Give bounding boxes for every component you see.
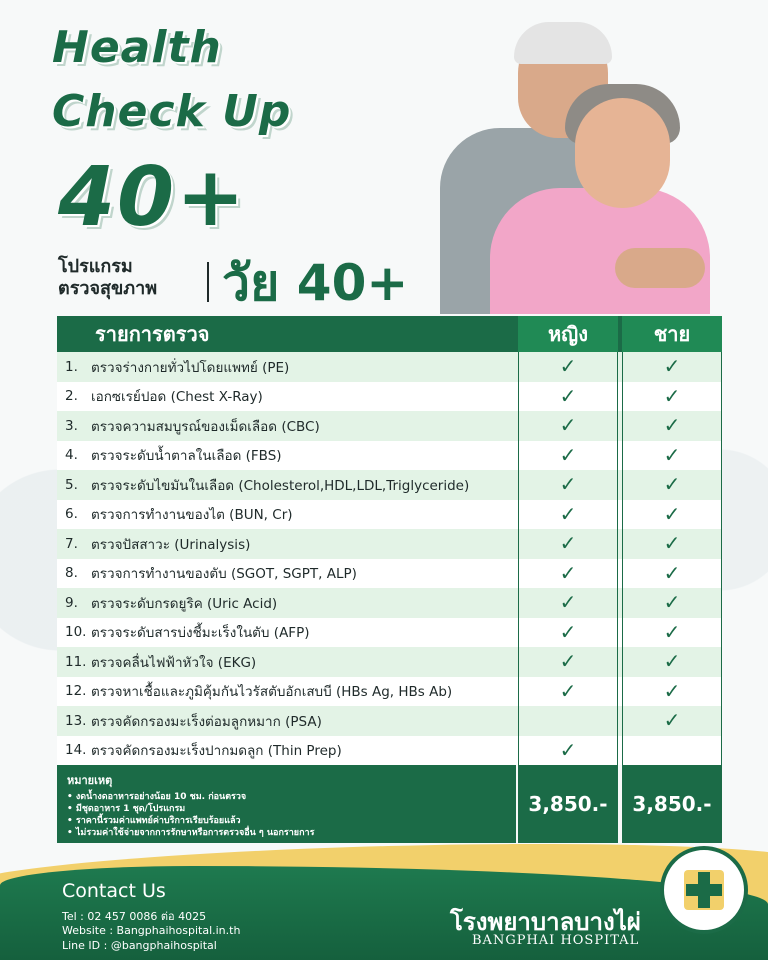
row-item-text: ตรวจหาเชื้อและภูมิคุ้มกันไวรัสตับอักเสบบี (HBs Ag, HBs Ab) [91,684,453,701]
row-number: 10. [65,624,87,641]
table-row [57,677,722,707]
table-header [57,316,722,352]
row-item-text: ตรวจการทำงานของตับ (SGOT, SGPT, ALP) [91,566,357,583]
row-number: 2. [65,388,78,405]
note-item: • มีชุดอาหาร 1 ชุด/โปรแกรม [67,803,506,815]
elderly-couple-photo [440,18,710,314]
row-number: 3. [65,417,78,434]
row-number: 14. [65,742,87,759]
female-check-icon: ✓ [518,677,618,707]
notes-box [57,765,516,843]
row-item-text: ตรวจการทำงานของไต (BUN, Cr) [91,507,293,524]
arm [615,248,705,288]
table-row [57,736,722,766]
female-check-icon [518,706,618,736]
table-row [57,647,722,677]
contact-tel: Tel : 02 457 0086 ต่อ 4025 [62,910,207,923]
male-check-icon: ✓ [622,470,722,500]
female-check-icon: ✓ [518,736,618,766]
table-row [57,352,722,382]
header-divider [207,262,209,302]
program-line-1: โปรแกรม [58,256,133,277]
male-check-icon: ✓ [622,706,722,736]
row-number: 12. [65,683,87,700]
header-male: ชาย [622,316,722,352]
logo-cross [686,884,722,896]
table-row [57,588,722,618]
female-check-icon: ✓ [518,529,618,559]
row-number: 11. [65,653,87,670]
female-check-icon: ✓ [518,588,618,618]
row-item-text: ตรวจระดับกรดยูริค (Uric Acid) [91,595,278,612]
notes-list [67,791,506,839]
table-row [57,411,722,441]
table-row [57,559,722,589]
header-item: รายการตรวจ [95,322,210,346]
row-number: 4. [65,447,78,464]
title-age: 40+ [58,150,247,245]
female-check-icon: ✓ [518,618,618,648]
table-row [57,470,722,500]
woman-face [575,98,670,208]
table-row [57,441,722,471]
female-check-icon: ✓ [518,559,618,589]
contact-title: Contact Us [62,880,166,902]
row-item-text: ตรวจคัดกรองมะเร็งต่อมลูกหมาก (PSA) [91,713,322,730]
price-female: 3,850.- [518,765,618,843]
female-check-icon: ✓ [518,647,618,677]
male-check-icon: ✓ [622,500,722,530]
row-number: 8. [65,565,78,582]
hospital-name-th: โรงพยาบาลบางไผ่ [450,907,641,936]
note-item: • ไม่รวมค่าใช้จ่ายจากการรักษาหรือการตรวจอื่น ๆ นอกรายการ [67,827,506,839]
row-number: 5. [65,476,78,493]
age-heading: วัย 40+ [222,254,409,312]
row-item-text: ตรวจคลื่นไฟฟ้าหัวใจ (EKG) [91,654,257,671]
male-check-icon [622,736,722,766]
male-check-icon: ✓ [622,647,722,677]
male-check-icon: ✓ [622,677,722,707]
male-check-icon: ✓ [622,352,722,382]
row-number: 6. [65,506,78,523]
row-item-text: ตรวจร่างกายทั่วไปโดยแพทย์ (PE) [91,359,290,376]
male-check-icon: ✓ [622,441,722,471]
contact-line-id: Line ID : @bangphaihospital [62,939,217,952]
female-check-icon: ✓ [518,470,618,500]
table-footer [57,765,722,843]
male-check-icon: ✓ [622,382,722,412]
row-item-text: ตรวจระดับไขมันในเลือด (Cholesterol,HDL,LDL,Triglyceride) [91,477,470,494]
row-number: 13. [65,712,87,729]
program-line-2: ตรวจสุขภาพ [58,278,158,299]
title-health: Health [52,22,222,73]
male-check-icon: ✓ [622,618,722,648]
program-label [58,256,157,300]
price-male: 3,850.- [622,765,722,843]
row-item-text: ตรวจปัสสาวะ (Urinalysis) [91,536,251,553]
hospital-name-en: BANGPHAI HOSPITAL [472,933,640,948]
row-item-text: ตรวจระดับสารบ่งชี้มะเร็งในตับ (AFP) [91,625,310,642]
male-check-icon: ✓ [622,411,722,441]
hospital-logo [660,846,748,934]
male-check-icon: ✓ [622,559,722,589]
row-item-text: ตรวจระดับน้ำตาลในเลือด (FBS) [91,448,282,465]
table-row [57,500,722,530]
table-row [57,618,722,648]
female-check-icon: ✓ [518,441,618,471]
female-check-icon: ✓ [518,411,618,441]
man-hair [514,22,612,64]
female-check-icon: ✓ [518,352,618,382]
contact-website: Website : Bangphaihospital.in.th [62,924,241,937]
row-number: 9. [65,594,78,611]
male-check-icon: ✓ [622,588,722,618]
header-female: หญิง [518,316,618,352]
row-item-text: เอกซเรย์ปอด (Chest X-Ray) [91,389,263,406]
male-check-icon: ✓ [622,529,722,559]
female-check-icon: ✓ [518,500,618,530]
table-body [57,352,722,765]
table-row [57,706,722,736]
row-number: 1. [65,358,78,375]
table-row [57,382,722,412]
checkup-table [57,316,722,843]
row-number: 7. [65,535,78,552]
table-row [57,529,722,559]
note-item: • ราคานี้รวมค่าแพทย์ค่าบริการเรียบร้อยแล้ว [67,815,506,827]
row-item-text: ตรวจความสมบูรณ์ของเม็ดเลือด (CBC) [91,418,320,435]
female-check-icon: ✓ [518,382,618,412]
note-item: • งดน้ำงดอาหารอย่างน้อย 10 ชม. ก่อนตรวจ [67,791,506,803]
row-item-text: ตรวจคัดกรองมะเร็งปากมดลูก (Thin Prep) [91,743,342,760]
notes-title: หมายเหตุ [67,774,113,787]
title-check-up: Check Up [52,86,292,137]
